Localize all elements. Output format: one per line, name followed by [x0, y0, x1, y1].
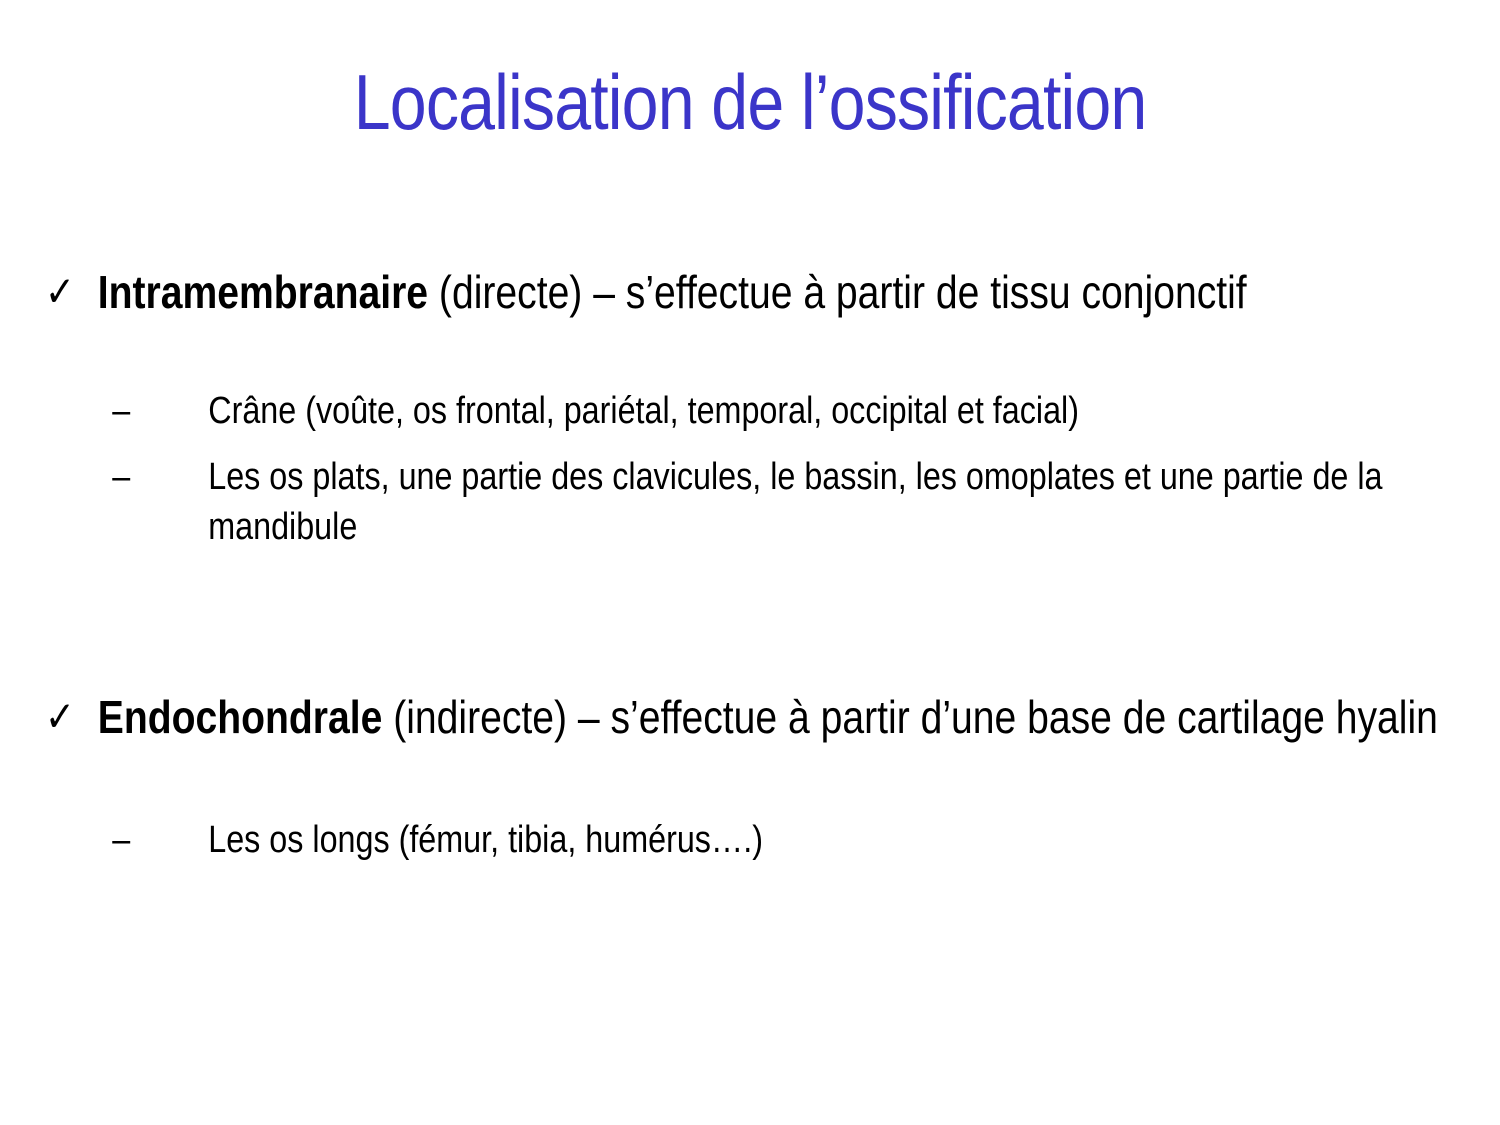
- bullet-item-intramembranaire: [45, 262, 1500, 322]
- sub-bullet-text: Les os longs (fémur, tibia, humérus….): [208, 818, 763, 861]
- dash-icon: –: [112, 455, 131, 498]
- bullet-text: (indirecte) – s’effectue à partir d’une base de cartilage hyalin: [382, 690, 1438, 743]
- dash-icon: –: [112, 389, 131, 432]
- sub-bullet-list: [112, 386, 1500, 552]
- sub-bullet-item: [112, 386, 1500, 436]
- bullet-item-endochondrale: [45, 687, 1500, 747]
- bullet-content: [98, 687, 1438, 747]
- sub-bullet-list: [112, 815, 1500, 865]
- bullet-text: (directe) – s’effectue à partir de tissu conjonctif: [428, 265, 1247, 318]
- sub-bullet-text: Crâne (voûte, os frontal, pariétal, temporal, occipital et facial): [208, 389, 1079, 432]
- sub-bullet-item: [112, 815, 1500, 865]
- slide-content: [0, 60, 1500, 865]
- sub-bullet-item: [112, 452, 1500, 552]
- bullet-content: [98, 262, 1247, 322]
- bullet-term: Intramembranaire: [97, 265, 429, 318]
- check-icon: ✓: [45, 266, 75, 316]
- bullet-term: Endochondrale: [97, 690, 383, 743]
- dash-icon: –: [112, 818, 131, 861]
- check-icon: ✓: [45, 691, 75, 741]
- sub-bullet-text: Les os plats, une partie des clavicules, le bassin, les omoplates et une partie de la mandibule: [208, 455, 1383, 548]
- slide-title: Localisation de l’ossification: [353, 58, 1147, 146]
